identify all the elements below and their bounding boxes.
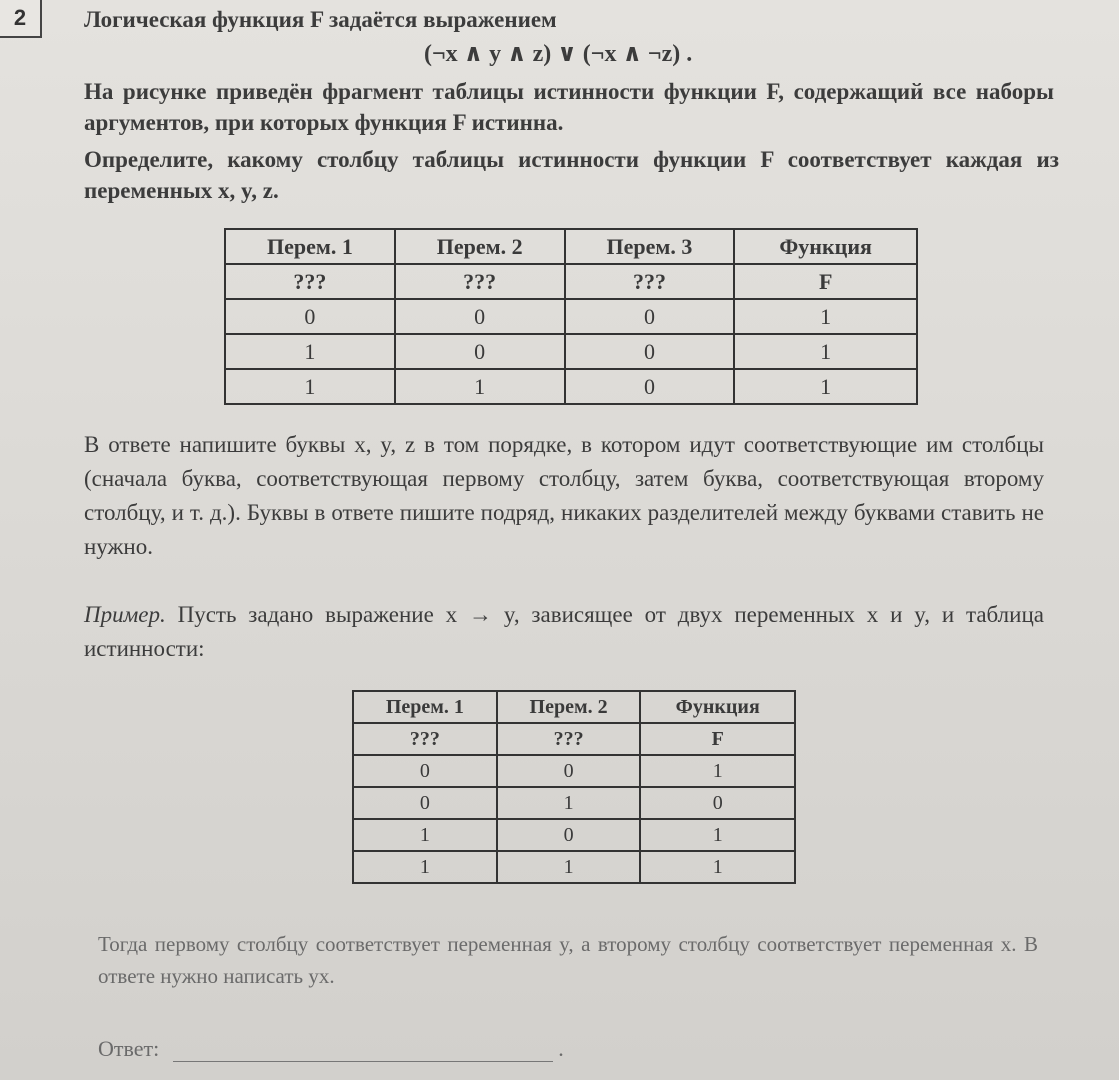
table1-subheader-3: F	[734, 264, 917, 299]
truth-table-example	[352, 690, 796, 884]
task-intro: Логическая функция F задаётся выражением	[84, 7, 557, 32]
task-paragraph-2: Определите, какому столбцу таблицы истинности функции F соответствует каждая из переменных x, y, z.	[84, 147, 1059, 203]
table-row	[225, 299, 917, 334]
table-cell: 1	[225, 334, 395, 369]
table-cell: 1	[225, 369, 395, 404]
table2-header-1: Перем. 2	[497, 691, 641, 723]
table-cell: 0	[565, 299, 735, 334]
table-cell: 0	[225, 299, 395, 334]
table1-subheader-0: ???	[225, 264, 395, 299]
answer-end: .	[558, 1036, 564, 1061]
task-number: 2	[0, 0, 42, 38]
table-cell: 1	[734, 299, 917, 334]
example-text: Пусть задано выражение x → y, зависящее от двух переменных x и y, и таблица истинности:	[84, 602, 1044, 661]
table-row	[353, 787, 795, 819]
table2-header-2: Функция	[640, 691, 795, 723]
table-cell: 1	[353, 851, 497, 883]
example-label: Пример.	[84, 602, 166, 627]
table-cell: 1	[497, 787, 641, 819]
truth-table-main	[224, 228, 918, 405]
table-cell: 1	[640, 755, 795, 787]
table-cell: 0	[353, 787, 497, 819]
table-row	[353, 819, 795, 851]
task-paragraph-3: В ответе напишите буквы x, y, z в том порядке, в котором идут соответствующие им столбцы (сначала буква, соответствующая первому столбцу, затем буква, соответствующая второму столбцу, и т. д.). Буквы в ответе пишите подряд, никаких разделителей между буквами ставить не нужно.	[84, 432, 1044, 559]
table-cell: 0	[565, 334, 735, 369]
table1-subheader-2: ???	[565, 264, 735, 299]
table-cell: 0	[640, 787, 795, 819]
table-row	[225, 369, 917, 404]
table-cell: 0	[395, 299, 565, 334]
table-cell: 0	[497, 755, 641, 787]
table2-subheader-0: ???	[353, 723, 497, 755]
task-paragraph-4	[84, 598, 1044, 666]
table-cell: 0	[395, 334, 565, 369]
table-cell: 1	[734, 369, 917, 404]
table1-header-0: Перем. 1	[225, 229, 395, 264]
answer-label: Ответ:	[98, 1036, 160, 1061]
table1-header-2: Перем. 3	[565, 229, 735, 264]
answer-field[interactable]	[173, 1041, 553, 1062]
answer-row	[98, 1036, 564, 1062]
table2-header-0: Перем. 1	[353, 691, 497, 723]
table1-header-1: Перем. 2	[395, 229, 565, 264]
table-row	[353, 755, 795, 787]
table-cell: 0	[497, 819, 641, 851]
table-cell: 1	[395, 369, 565, 404]
table2-subheader-2: F	[640, 723, 795, 755]
task-formula: (¬x ∧ y ∧ z) ∨ (¬x ∧ ¬z) .	[424, 41, 693, 67]
table1-header-3: Функция	[734, 229, 917, 264]
table-cell: 1	[734, 334, 917, 369]
table-cell: 0	[565, 369, 735, 404]
task-paragraph-1: На рисунке приведён фрагмент таблицы истинности функции F, содержащий все наборы аргументов, при которых функция F истинна.	[84, 79, 1054, 135]
table-cell: 1	[353, 819, 497, 851]
table-cell: 0	[353, 755, 497, 787]
table-cell: 1	[497, 851, 641, 883]
table1-subheader-1: ???	[395, 264, 565, 299]
table-row	[353, 851, 795, 883]
table-cell: 1	[640, 819, 795, 851]
table-row	[225, 334, 917, 369]
table2-subheader-1: ???	[497, 723, 641, 755]
task-paragraph-5: Тогда первому столбцу соответствует переменная y, а второму столбцу соответствует переменная x. В ответе нужно написать yx.	[98, 932, 1038, 988]
table-cell: 1	[640, 851, 795, 883]
